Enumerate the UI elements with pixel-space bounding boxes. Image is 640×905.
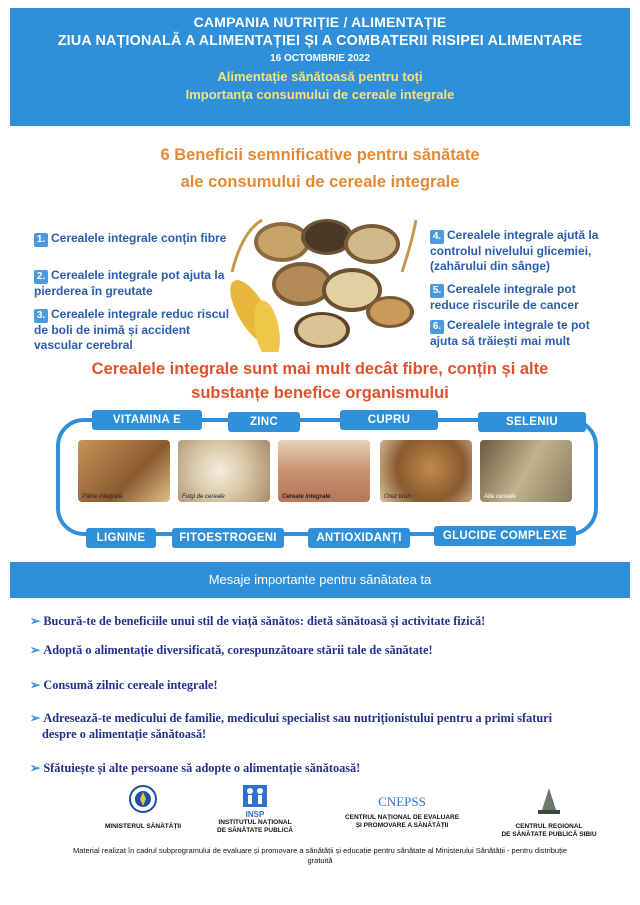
regional-center-logo: [484, 786, 614, 839]
header-banner: [10, 8, 630, 126]
photo-caption: Alte cereale: [484, 494, 516, 500]
whole-bread-photo: [78, 440, 170, 502]
nutrient-zinc: ZINC: [228, 412, 300, 432]
message-text-continued: despre o alimentație sănătoasă!: [42, 727, 207, 741]
message-2: [30, 642, 626, 658]
benefit-number: 3.: [34, 309, 48, 323]
benefit-1: [34, 231, 230, 247]
message-3: [30, 677, 626, 693]
logo-label: CENTRUL NAȚIONAL DE EVALUARE: [344, 814, 460, 821]
benefit-number: 6.: [430, 320, 444, 334]
insp-logo: [200, 782, 310, 835]
photo-caption: Cereale integrale: [282, 494, 331, 500]
substances-title-line1: Cerealele integrale sunt mai mult decât fibre, conțin și alte: [91, 360, 549, 378]
benefit-text: Cerealele integrale pot ajuta la pierderea în greutate: [34, 268, 225, 298]
logo-label: MINISTERUL SĂNĂTĂȚII: [104, 823, 182, 830]
message-1: [30, 613, 626, 629]
nutrient-complex-carbs: GLUCIDE COMPLEXE: [434, 526, 576, 546]
substances-title-line2: substanțe benefice organismului: [191, 384, 449, 402]
cereal-flakes-photo: [178, 440, 270, 502]
nutrient-copper: CUPRU: [340, 410, 438, 430]
benefit-number: 5.: [430, 284, 444, 298]
benefit-5: [430, 282, 614, 313]
benefit-text: Cerealele integrale conțin fibre: [51, 231, 227, 245]
logo-label: DE SĂNĂTATE PUBLICĂ: [217, 827, 293, 834]
benefit-3: [34, 307, 230, 353]
photo-caption: Fulgi de cereale: [182, 494, 225, 500]
benefit-4: [430, 228, 614, 274]
benefit-text: Cerealele integrale ajută la controlul nivelului glicemiei, (zahărului din sânge): [430, 228, 599, 273]
message-text: Sfătuiește și alte persoane să adopte o alimentație sănătoasă!: [43, 761, 361, 775]
benefit-number: 4.: [430, 230, 444, 244]
arrow-icon: ➢: [30, 761, 41, 775]
benefit-text: Cerealele integrale reduc riscul de boli de inimă și accident vascular cerebral: [34, 307, 230, 352]
message-4: [30, 710, 626, 742]
whole-grains-photo: [278, 440, 370, 502]
day-title: ZIUA NAȚIONALĂ A ALIMENTAȚIEI ȘI A COMBATERII RISIPEI ALIMENTARE: [57, 33, 583, 49]
benefit-2: [34, 268, 230, 299]
benefits-title-line1: 6 Beneficii semnificative pentru sănătate: [160, 146, 480, 164]
benefit-text: Cerealele integrale pot reduce riscurile de cancer: [430, 282, 579, 312]
brown-rice-photo: [380, 440, 472, 502]
benefit-number: 2.: [34, 270, 48, 284]
benefit-number: 1.: [34, 233, 48, 247]
benefit-6: [430, 318, 614, 349]
topic-subtitle: Importanța consumului de cereale integrale: [185, 87, 455, 102]
cnepss-logo: [322, 794, 482, 830]
footer-note: Material realizat în cadrul subprogramului de evaluare și promovare a sănătății și educație pentru sănătate al Ministerului Sănătății - pentru distribuție gratuită: [72, 846, 567, 865]
logo-label: ȘI PROMOVARE A SĂNĂTĂȚII: [355, 822, 449, 829]
messages-banner: Mesaje importante pentru sănătatea ta: [10, 562, 630, 598]
campaign-title: CAMPANIA NUTRIȚIE / ALIMENTAȚIE: [193, 14, 447, 30]
event-date: 16 OCTOMBRIE 2022: [270, 53, 370, 64]
benefits-title-line2: ale consumului de cereale integrale: [180, 173, 460, 191]
nutrient-phytoestrogens: FITOESTROGENI: [172, 528, 284, 548]
ministry-seal-icon: [128, 784, 158, 814]
logo-mark: CNEPSS: [378, 794, 426, 809]
logo-mark: INSP: [245, 810, 265, 819]
logo-label: DE SĂNĂTATE PUBLICĂ SIBIU: [501, 831, 597, 838]
message-text: Consumă zilnic cereale integrale!: [43, 678, 218, 692]
cereal-grains-image: [222, 212, 418, 352]
nutrient-antioxidants: ANTIOXIDANȚI: [308, 528, 410, 548]
logo-label: CENTRUL REGIONAL: [515, 823, 583, 830]
arrow-icon: ➢: [30, 643, 41, 657]
nutrient-vitamin-e: VITAMINA E: [92, 410, 202, 430]
theme-subtitle: Alimentație sănătoasă pentru toți: [217, 69, 423, 84]
nutrient-selenium: SELENIU: [478, 412, 586, 432]
photo-caption: Orez brun: [384, 494, 411, 500]
logo-label: INSTITUTUL NAȚIONAL: [218, 819, 292, 826]
ministry-logo: [88, 784, 198, 831]
arrow-icon: ➢: [30, 614, 41, 628]
benefit-text: Cerealele integrale te pot ajuta să trăiești mai mult: [430, 318, 590, 348]
message-text: Adoptă o alimentație diversificată, corespunzătoare stării tale de sănătate!: [43, 643, 433, 657]
arrow-icon: ➢: [30, 711, 41, 725]
arrow-icon: ➢: [30, 678, 41, 692]
nutrient-lignin: LIGNINE: [86, 528, 156, 548]
regional-building-icon: [536, 786, 562, 816]
other-cereals-photo: [480, 440, 572, 502]
message-5: [30, 760, 626, 776]
message-text: Bucură-te de beneficiile unui stil de viață sănătos: dietă sănătoasă și activitate fizică!: [43, 614, 486, 628]
photo-caption: Pâine integrală: [82, 494, 123, 500]
message-text: Adresează-te medicului de familie, medicului specialist sau nutriționistului pentru a primi sfaturi: [43, 711, 553, 725]
